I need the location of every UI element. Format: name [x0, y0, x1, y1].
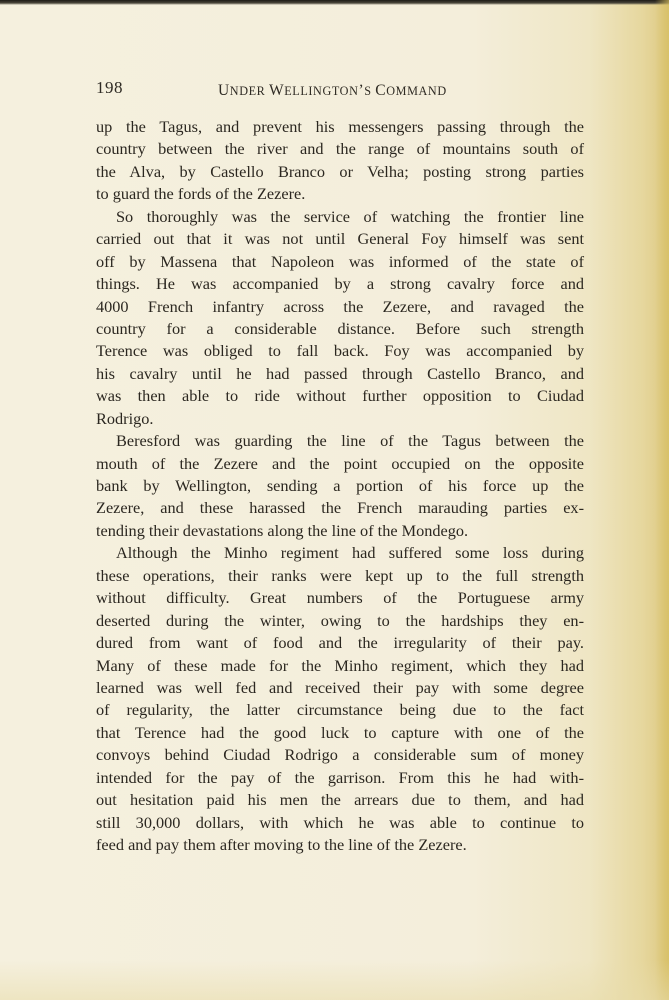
paragraph [96, 206, 584, 430]
page-right-edge [655, 0, 669, 1000]
text-line: Many of these made for the Minho regiment, which they had [96, 655, 584, 675]
text-line: So thoroughly was the service of watching the frontier line [116, 206, 584, 226]
text-line: his cavalry until he had passed through Castello Branco, and [96, 363, 584, 383]
text-line: still 30,000 dollars, with which he was able to continue to [96, 812, 584, 832]
running-title-part: ’ [358, 82, 365, 99]
text-line: learned was well fed and received their pay with some degree [96, 677, 584, 697]
running-header [96, 78, 584, 100]
text-line: the Alva, by Castello Branco or Velha; posting strong parties [96, 161, 584, 181]
text-line: deserted during the winter, owing to the hardships they en- [96, 610, 584, 630]
text-line: things. He was accompanied by a strong cavalry force and [96, 274, 584, 294]
text-line: up the Tagus, and prevent his messengers passing through the [96, 117, 584, 136]
text-line: feed and pay them after moving to the line of the Zezere. [96, 835, 467, 854]
text-line: 4000 French infantry across the Zezere, and ravaged the [96, 296, 584, 316]
text-line: to guard the fords of the Zezere. [96, 184, 306, 204]
paragraph [96, 116, 584, 206]
running-title-part: C [375, 82, 387, 99]
page-number: 198 [96, 78, 123, 97]
text-line: country for a considerable distance. Before such strength [96, 318, 584, 338]
text-line: country between the river and the range of mountains south of [96, 139, 584, 159]
running-title-part: W [269, 82, 285, 99]
text-line: tending their devastations along the line of the Mondego. [96, 520, 469, 540]
paragraph [96, 430, 584, 542]
text-line: convoys behind Ciudad Rodrigo a considerable sum of money [96, 745, 584, 765]
page-top-edge [0, 0, 669, 5]
text-line: off by Massena that Napoleon was informed of the state of [96, 251, 584, 271]
text-line: Terence was obliged to fall back. Foy was accompanied by [96, 341, 584, 361]
text-line: these operations, their ranks were kept up to the full strength [96, 565, 584, 585]
text-line: Although the Minho regiment had suffered some loss during [116, 543, 584, 563]
text-line: carried out that it was not until General Foy himself was sent [96, 229, 584, 249]
text-line: intended for the pay of the garrison. From this he had with- [96, 767, 584, 787]
paragraph [96, 542, 584, 856]
running-title [218, 82, 447, 100]
text-line: Beresford was guarding the line of the Tagus between the [116, 431, 584, 451]
text-line: Zezere, and these harassed the French marauding parties ex- [96, 498, 584, 518]
text-line: Rodrigo. [96, 408, 154, 428]
text-line: mouth of the Zezere and the point occupied on the opposite [96, 453, 584, 473]
text-line: bank by Wellington, sending a portion of his force up the [96, 476, 584, 495]
running-title-part: U [218, 82, 230, 99]
text-line: dured from want of food and the irregularity of their pay. [96, 633, 584, 653]
text-line: out hesitation paid his men the arrears due to them, and had [96, 790, 584, 810]
text-line: was then able to ride without further opposition to Ciudad [96, 386, 584, 406]
running-title-part: NDER [229, 84, 270, 98]
page-bottom-edge [0, 960, 669, 1000]
text-line: without difficulty. Great numbers of the Portuguese army [96, 588, 584, 608]
text-line: of regularity, the latter circumstance being due to the fact [96, 700, 584, 720]
running-title-part: OMMAND [386, 84, 447, 98]
body-text [96, 116, 584, 856]
running-title-part: S [364, 84, 376, 98]
running-title-part: ELLINGTON [284, 84, 359, 98]
text-line: that Terence had the good luck to capture with one of the [96, 722, 584, 742]
